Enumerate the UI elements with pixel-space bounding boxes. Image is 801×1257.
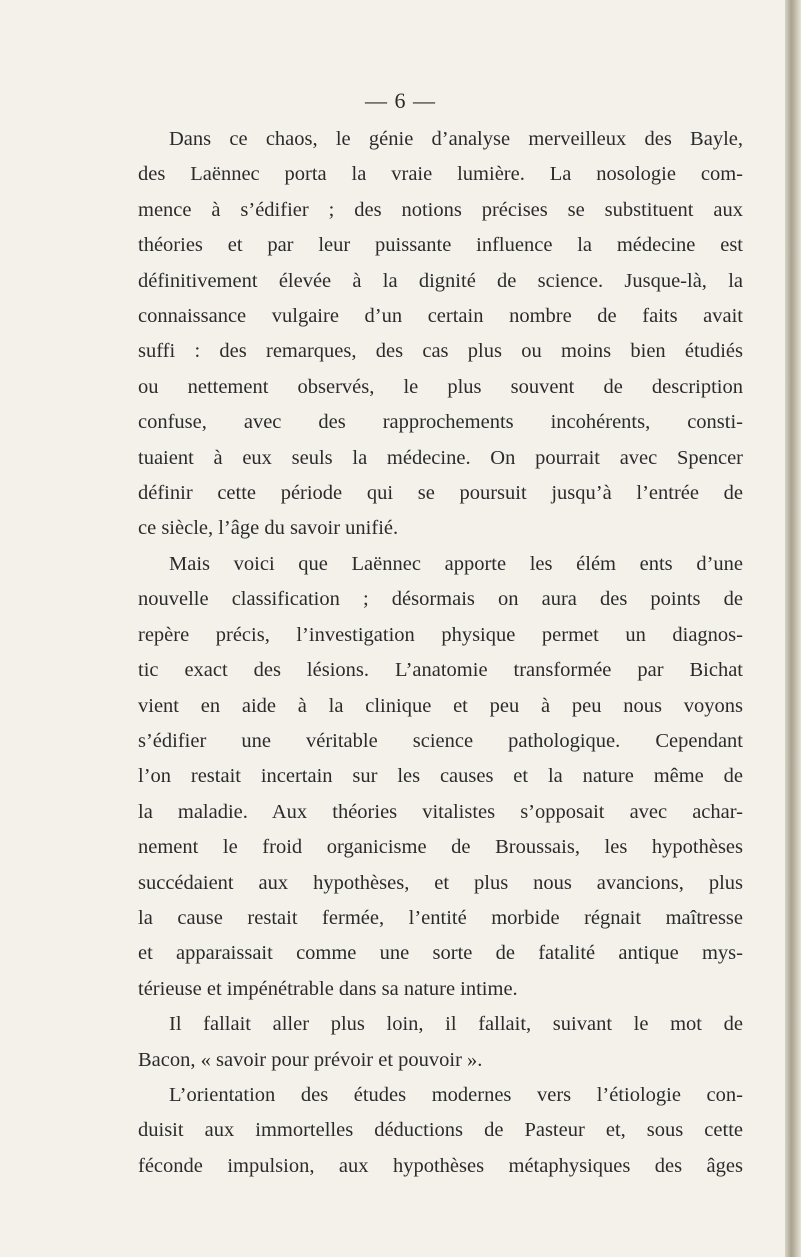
text-line: mence à s’édifier ; des notions précises se substituent aux [138, 198, 743, 221]
text-line: Mais voici que Laënnec apporte les élém ents d’une [169, 552, 743, 575]
page-number: — 6 — [365, 88, 436, 113]
text-line: théories et par leur puissante influence la médecine est [138, 234, 743, 257]
text-line: Bacon, « savoir pour prévoir et pouvoir ». [138, 1048, 483, 1071]
text-line: ce siècle, l’âge du savoir unifié. [138, 517, 399, 540]
text-line: définitivement élevée à la dignité de science. Jusque-là, la [138, 269, 743, 292]
text-line: définir cette période qui se poursuit jusqu’à l’entrée de [138, 482, 743, 505]
text-line: nement le froid organicisme de Broussais, les hypothèses [138, 836, 743, 859]
text-line: térieuse et impénétrable dans sa nature intime. [138, 977, 518, 1000]
text-line: ou nettement observés, le plus souvent de description [138, 375, 743, 398]
text-line: succédaient aux hypothèses, et plus nous avancions, plus [138, 871, 743, 894]
text-line: confuse, avec des rapprochements incohérents, consti- [138, 411, 743, 434]
text-line: la maladie. Aux théories vitalistes s’opposait avec achar- [138, 800, 743, 823]
paragraph-4 [138, 1078, 743, 1184]
paragraph-2 [138, 547, 743, 1007]
text-line: et apparaissait comme une sorte de fatalité antique mys- [138, 942, 743, 965]
text-line: repère précis, l’investigation physique permet un diagnos- [138, 623, 743, 646]
text-line: connaissance vulgaire d’un certain nombre de faits avait [138, 305, 743, 328]
text-line: suffi : des remarques, des cas plus ou moins bien étudiés [138, 340, 743, 363]
text-line: féconde impulsion, aux hypothèses métaphysiques des âges [138, 1154, 743, 1177]
text-line: l’on restait incertain sur les causes et la nature même de [138, 765, 743, 788]
text-line: tuaient à eux seuls la médecine. On pourrait avec Spencer [138, 446, 743, 469]
text-line: nouvelle classification ; désormais on aura des points de [138, 588, 743, 611]
text-line: vient en aide à la clinique et peu à peu nous voyons [138, 694, 743, 717]
body-text [138, 122, 743, 1184]
paragraph-1 [138, 122, 743, 547]
text-line: L’orientation des études modernes vers l’étiologie con- [169, 1083, 743, 1106]
page-edge-shadow [785, 0, 801, 1257]
paragraph-3 [138, 1007, 743, 1078]
text-line: duisit aux immortelles déductions de Pasteur et, sous cette [138, 1119, 743, 1142]
text-line: Il fallait aller plus loin, il fallait, suivant le mot de [169, 1013, 743, 1036]
text-line: tic exact des lésions. L’anatomie transformée par Bichat [138, 659, 743, 682]
text-line: s’édifier une véritable science pathologique. Cependant [138, 729, 743, 752]
text-line: Dans ce chaos, le génie d’analyse merveilleux des Bayle, [169, 128, 743, 150]
text-line: des Laënnec porta la vraie lumière. La nosologie com- [138, 163, 743, 186]
text-line: la cause restait fermée, l’entité morbide régnait maîtresse [138, 906, 743, 929]
